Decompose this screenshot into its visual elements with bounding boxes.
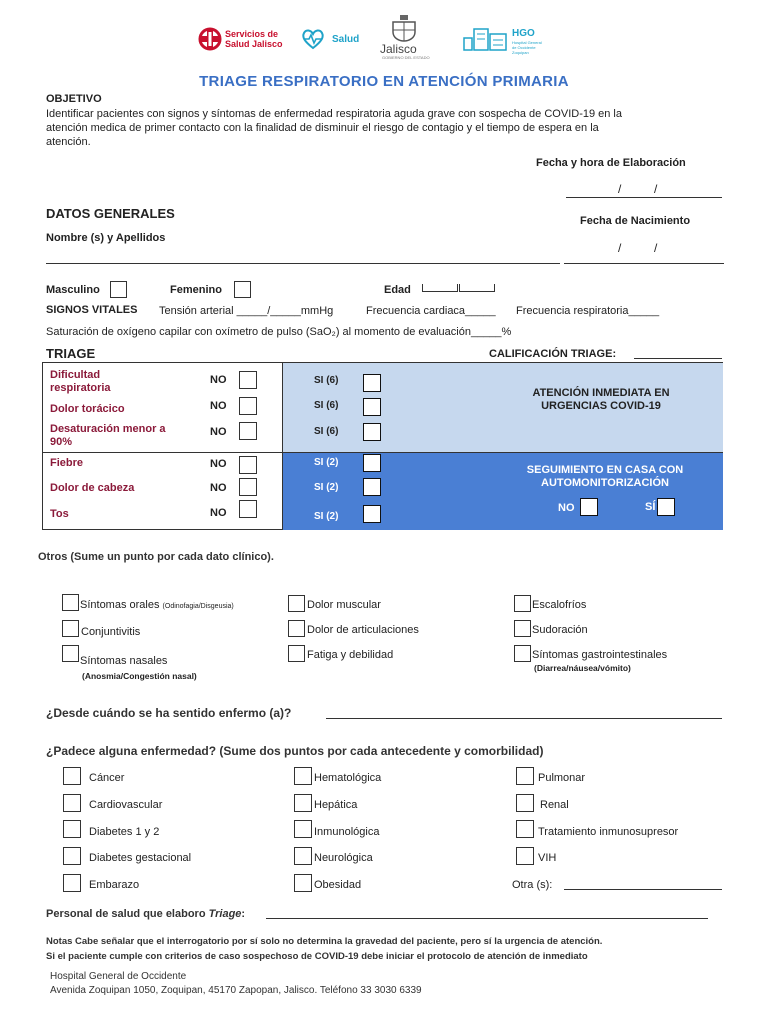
diabetes-label: Diabetes 1 y 2: [89, 826, 160, 838]
diabetes-checkbox[interactable]: [63, 820, 81, 838]
tos-no-checkbox[interactable]: [239, 500, 257, 518]
neurologica-label: Neurológica: [314, 852, 373, 864]
dificultad-si-checkbox[interactable]: [363, 374, 381, 392]
frecuencia-cardiaca[interactable]: Frecuencia cardiaca_____: [366, 305, 496, 317]
dolor-muscular-checkbox[interactable]: [288, 595, 305, 612]
personal-field[interactable]: [266, 918, 708, 919]
cardiovascular-checkbox[interactable]: [63, 794, 81, 812]
otra-field[interactable]: [564, 889, 722, 890]
desaturacion-si-label: SI (6): [314, 426, 339, 437]
logo-salud: [300, 28, 370, 52]
dolor-articulaciones-label: Dolor de articulaciones: [307, 624, 419, 636]
home-no-checkbox[interactable]: [580, 498, 598, 516]
personal-label: [46, 908, 245, 920]
conjuntivitis-label: Conjuntivitis: [81, 626, 141, 638]
form-title: TRIAGE RESPIRATORIO EN ATENCIÓN PRIMARIA: [199, 73, 569, 90]
desde-cuando-label: ¿Desde cuándo se ha sentido enfermo (a)?: [46, 706, 292, 720]
hgo-text: HGO: [512, 28, 535, 39]
femenino-checkbox[interactable]: [234, 281, 251, 298]
fiebre-no-label: NO: [210, 458, 227, 470]
dolor-toracico-si-label: SI (6): [314, 400, 339, 411]
masculino-label: Masculino: [46, 284, 100, 296]
escalofrios-label: Escalofríos: [532, 599, 587, 611]
fecha-nacimiento-label: Fecha de Nacimiento: [580, 215, 691, 227]
tratamiento-inmunosupresor-checkbox[interactable]: [516, 820, 534, 838]
dolor-cabeza-no-label: NO: [210, 482, 227, 494]
notas-line-1: Notas Cabe señalar que el interrogatorio por sí solo no determina la gravedad del paciente, pero sí la urgencia de atención.: [46, 936, 603, 947]
objetivo-label: OBJETIVO: [46, 93, 102, 105]
calificacion-triage-label: CALIFICACIÓN TRIAGE:: [489, 348, 617, 360]
fatiga-checkbox[interactable]: [288, 645, 305, 662]
logo-hgo: [462, 26, 547, 56]
cancer-label: Cáncer: [89, 772, 125, 784]
tos-si-label: SI (2): [314, 511, 339, 522]
dificultad-no-label: NO: [210, 374, 227, 386]
sudoracion-label: Sudoración: [532, 624, 588, 636]
nombre-field[interactable]: [46, 263, 560, 264]
nombre-label: Nombre (s) y Apellidos: [46, 232, 166, 244]
inmunologica-label: Inmunológica: [314, 826, 380, 838]
hematologica-label: Hematológica: [314, 772, 382, 784]
diabetes-gestacional-label: Diabetes gestacional: [89, 852, 192, 864]
cardiovascular-label: Cardiovascular: [89, 799, 163, 811]
fiebre-si-checkbox[interactable]: [363, 454, 381, 472]
saturacion-oxigeno[interactable]: Saturación de oxígeno capilar con oxímetro de pulso (SaO₂) al momento de evaluación_____%: [46, 326, 512, 338]
dolor-muscular-label: Dolor muscular: [307, 599, 381, 611]
jalisco-subtext: GOBIERNO DEL ESTADO: [382, 55, 430, 60]
fiebre-no-checkbox[interactable]: [239, 456, 257, 474]
hepatica-checkbox[interactable]: [294, 794, 312, 812]
fecha-elaboracion-field[interactable]: [566, 197, 722, 198]
fecha-nacimiento-slash: /: [654, 241, 658, 255]
calificacion-triage-field[interactable]: [634, 358, 722, 359]
sintomas-orales-label: [80, 599, 234, 611]
sintomas-gastro-checkbox[interactable]: [514, 645, 531, 662]
fecha-elaboracion-label: Fecha y hora de Elaboración: [536, 157, 686, 169]
personal-colon: :: [241, 908, 246, 920]
desaturacion-no-checkbox[interactable]: [239, 422, 257, 440]
dificultad-si-label: SI (6): [314, 375, 339, 386]
dolor-cabeza-si-checkbox[interactable]: [363, 478, 381, 496]
obesidad-label: Obesidad: [314, 879, 362, 891]
notas-line-2: Si el paciente cumple con criterios de caso sospechoso de COVID-19 debe iniciar el protocolo de atención de inmediato: [46, 951, 588, 962]
logo-servicios-salud: [197, 26, 292, 56]
hgo-subtext: Hospital General de Occidente Zoquipan: [512, 40, 542, 55]
cancer-checkbox[interactable]: [63, 767, 81, 785]
dificultad-respiratoria-label: Dificultad respiratoria: [50, 369, 111, 394]
desaturacion-label: Desaturación menor a 90%: [50, 423, 166, 448]
frecuencia-respiratoria[interactable]: Frecuencia respiratoria_____: [516, 305, 660, 317]
home-si-label: SÍ: [645, 501, 656, 513]
embarazo-label: Embarazo: [89, 879, 140, 891]
home-no-label: NO: [558, 502, 575, 514]
diabetes-gestacional-checkbox[interactable]: [63, 847, 81, 865]
tos-si-checkbox[interactable]: [363, 505, 381, 523]
sintomas-orales-text: Síntomas orales: [80, 599, 160, 611]
renal-checkbox[interactable]: [516, 794, 534, 812]
fiebre-si-label: SI (2): [314, 457, 339, 468]
heart-pulse-icon: [300, 28, 326, 50]
inmunologica-checkbox[interactable]: [294, 820, 312, 838]
tension-arterial[interactable]: Tensión arterial _____/_____mmHg: [159, 305, 334, 317]
sintomas-gastro-note: (Diarrea/náusea/vómito): [534, 663, 631, 673]
dolor-cabeza-si-label: SI (2): [314, 482, 339, 493]
edad-label: Edad: [384, 284, 411, 296]
vih-checkbox[interactable]: [516, 847, 534, 865]
sintomas-orales-checkbox[interactable]: [62, 594, 79, 611]
personal-text: Personal de salud que elaboro: [46, 908, 206, 920]
pulmonar-label: Pulmonar: [538, 772, 586, 784]
pulmonar-checkbox[interactable]: [516, 767, 534, 785]
fiebre-label: Fiebre: [50, 457, 84, 469]
sintomas-nasales-checkbox[interactable]: [62, 645, 79, 662]
dolor-cabeza-label: Dolor de cabeza: [50, 482, 135, 494]
datos-generales-heading: DATOS GENERALES: [46, 206, 175, 221]
neurologica-checkbox[interactable]: [294, 847, 312, 865]
logo-jalisco: [376, 14, 432, 60]
edad-field-2[interactable]: [459, 284, 495, 292]
hepatica-label: Hepática: [314, 799, 358, 811]
sintomas-orales-note: (Odinofagia/Disgeusia): [162, 603, 234, 610]
tos-label: Tos: [50, 508, 69, 520]
fatiga-label: Fatiga y debilidad: [307, 649, 394, 661]
fecha-elaboracion-slash: /: [618, 182, 622, 196]
sintomas-nasales-note: (Anosmia/Congestión nasal): [82, 671, 197, 681]
jalisco-seal-icon: [389, 14, 419, 42]
signos-vitales-label: SIGNOS VITALES: [46, 304, 138, 316]
sintomas-gastro-label: Síntomas gastrointestinales: [532, 649, 668, 661]
embarazo-checkbox[interactable]: [63, 874, 81, 892]
objetivo-line: atención.: [46, 136, 91, 148]
edad-field-1[interactable]: [422, 284, 458, 292]
fecha-nacimiento-slash: /: [618, 241, 622, 255]
sudoracion-checkbox[interactable]: [514, 620, 531, 637]
desde-cuando-field[interactable]: [326, 718, 722, 719]
enfermedades-heading: ¿Padece alguna enfermedad? (Sume dos puntos por cada antecedente y comorbilidad): [46, 744, 544, 758]
footer-address: Avenida Zoquipan 1050, Zoquipan, 45170 Zapopan, Jalisco. Teléfono 33 3030 6339: [50, 985, 422, 996]
sintomas-nasales-label: Síntomas nasales: [80, 655, 168, 667]
objetivo-line: atención medica de primer contacto con la finalidad de disminuir el riesgo de contagio y el tiempo de espera en la: [46, 122, 599, 134]
fecha-nacimiento-field[interactable]: [564, 263, 724, 264]
triage-column-divider: [282, 363, 283, 530]
dolor-toracico-no-checkbox[interactable]: [239, 397, 257, 415]
renal-label: Renal: [540, 799, 569, 811]
triage-heading: TRIAGE: [46, 346, 96, 361]
fecha-elaboracion-slash: /: [654, 182, 658, 196]
servicios-salud-icon: [197, 26, 223, 52]
dolor-cabeza-no-checkbox[interactable]: [239, 478, 257, 496]
otros-heading: Otros (Sume un punto por cada dato clínico).: [38, 551, 274, 563]
objetivo-text: [46, 107, 746, 149]
footer-hospital: Hospital General de Occidente: [50, 971, 187, 982]
escalofrios-checkbox[interactable]: [514, 595, 531, 612]
masculino-checkbox[interactable]: [110, 281, 127, 298]
hospital-building-icon: [462, 26, 510, 52]
tratamiento-inmunosupresor-label: Tratamiento inmunosupresor: [538, 826, 679, 838]
desaturacion-no-label: NO: [210, 426, 227, 438]
personal-triage-text: Triage: [208, 908, 242, 920]
conjuntivitis-checkbox[interactable]: [62, 620, 79, 637]
dolor-toracico-si-checkbox[interactable]: [363, 398, 381, 416]
salud-text: Salud: [332, 34, 360, 45]
home-si-checkbox[interactable]: [657, 498, 675, 516]
hematologica-checkbox[interactable]: [294, 767, 312, 785]
urgent-result-text: ATENCIÓN INMEDIATA EN URGENCIAS COVID-19: [532, 387, 670, 412]
obesidad-checkbox[interactable]: [294, 874, 312, 892]
desaturacion-si-checkbox[interactable]: [363, 423, 381, 441]
otra-label: Otra (s):: [512, 879, 553, 891]
dolor-toracico-no-label: NO: [210, 400, 227, 412]
home-result-text: SEGUIMIENTO EN CASA CON AUTOMONITORIZACIÓN: [526, 464, 684, 489]
jalisco-text: Jalisco: [380, 42, 417, 56]
triage-divider: [43, 452, 723, 453]
objetivo-line: Identificar pacientes con signos y síntomas de enfermedad respiratoria aguda grave con sospecha de COVID-19 en la: [46, 108, 622, 120]
dolor-toracico-label: Dolor torácico: [50, 403, 125, 415]
femenino-label: Femenino: [170, 284, 222, 296]
vih-label: VIH: [538, 852, 557, 864]
dolor-articulaciones-checkbox[interactable]: [288, 620, 305, 637]
servicios-salud-text: Servicios de Salud Jalisco: [225, 29, 283, 49]
dificultad-no-checkbox[interactable]: [239, 371, 257, 389]
tos-no-label: NO: [210, 507, 227, 519]
